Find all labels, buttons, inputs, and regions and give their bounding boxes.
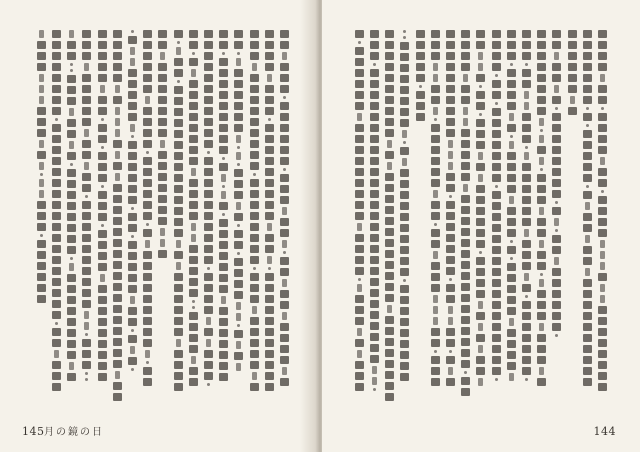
- text-column: [171, 28, 186, 406]
- text-column: [79, 28, 94, 406]
- text-column: [186, 28, 201, 406]
- text-column: [504, 28, 519, 406]
- text-column: [489, 28, 504, 406]
- text-column: [231, 28, 246, 406]
- right-page-text-block: [348, 28, 610, 406]
- text-column: [246, 28, 261, 406]
- text-column: [549, 28, 564, 406]
- left-page-text-block: [30, 28, 292, 406]
- text-column: [382, 28, 397, 406]
- text-column: [413, 28, 428, 406]
- text-column: [140, 28, 155, 406]
- text-column: [443, 28, 458, 406]
- text-column: [277, 28, 292, 406]
- text-column: [428, 28, 443, 406]
- text-column: [473, 28, 488, 406]
- text-column: [49, 28, 64, 406]
- text-column: [201, 28, 216, 406]
- left-page-number: 145: [22, 425, 45, 438]
- text-column: [352, 28, 367, 406]
- text-column: [95, 28, 110, 406]
- text-column: [110, 28, 125, 406]
- right-page: [322, 0, 640, 452]
- text-column: [519, 28, 534, 406]
- text-column: [534, 28, 549, 406]
- text-column: [397, 28, 412, 406]
- text-column: [564, 28, 579, 406]
- text-column: [580, 28, 595, 406]
- text-column: [64, 28, 79, 406]
- text-column: [458, 28, 473, 406]
- text-column: [125, 28, 140, 406]
- right-page-number: 144: [593, 425, 616, 438]
- text-column: [262, 28, 277, 406]
- text-column: [216, 28, 231, 406]
- text-column: [34, 28, 49, 406]
- text-column: [595, 28, 610, 406]
- left-running-head: 月の鏡の日: [44, 427, 104, 438]
- text-column: [367, 28, 382, 406]
- text-column: [155, 28, 170, 406]
- left-page: [0, 0, 318, 452]
